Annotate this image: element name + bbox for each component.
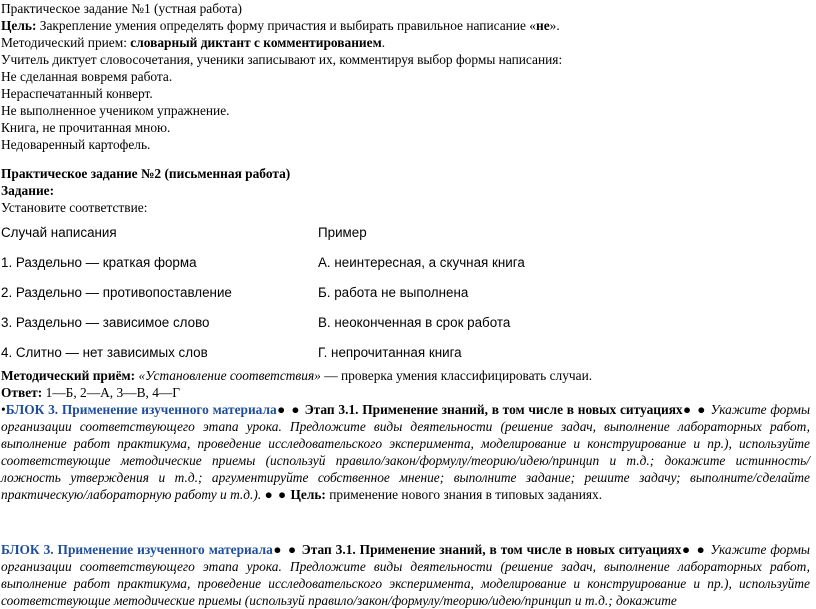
block2-paragraph: [0, 541, 812, 609]
method-value: «Установление соответствия»: [138, 368, 321, 383]
table-header-row: [0, 224, 600, 254]
dots-icon: ● ●: [681, 542, 707, 557]
task2-task-label: Задание:: [1, 183, 55, 198]
table-row: [0, 344, 600, 363]
dots-icon: ● ●: [276, 402, 301, 417]
method-rest: — проверка умения классифицировать случаи.: [320, 368, 593, 383]
block-title: БЛОК 3. Применение изученного материала: [5, 402, 277, 417]
phrase-item: Недоваренный картофель.: [1, 137, 151, 152]
method-label: Методический приём:: [1, 368, 139, 383]
table-row: [0, 254, 600, 284]
block1-paragraph: [0, 401, 812, 503]
matching-table: [0, 224, 600, 363]
spacer: [0, 503, 812, 541]
spacer: [0, 153, 812, 165]
task2-answer: [0, 384, 812, 401]
answer-label: Ответ:: [1, 385, 43, 400]
goal-label: Цель:: [287, 487, 326, 502]
stage-title: Этап 3.1. Применение знаний, в том числе в новых ситуациях: [300, 402, 683, 417]
table-cell-example: А. неинтересная, а скучная книга: [318, 255, 525, 270]
table-cell-example: В. неоконченная в срок работа: [318, 315, 511, 330]
task1-method: [0, 34, 812, 51]
goal-label: Цель:: [1, 18, 37, 33]
goal-bold: не: [535, 18, 550, 33]
dots-icon: ● ●: [264, 487, 288, 502]
block-title: БЛОК 3. Применение изученного материала: [1, 542, 273, 557]
table-cell-case: 1. Раздельно — краткая форма: [1, 255, 197, 270]
stage-instructions: Укажите формы организации соответствующего этапа урока. Предложите виды деятельности (решение задач, выполнение лабораторных работ, выполнение работ практикума, проведение исследовательского эксперимента, моделирование и конструирование и пр.), используйте соответствующие методические приемы (используй правило/закон/формулу/теорию/идею/принцип и т.д.; докажите истинность/ложность утверждения и т.д.; аргументируйте собственное мнение; выполните задание; решите задачу; выполните/сделайте практическую/лабораторную работу и т.д.).: [1, 402, 811, 502]
table-header-example: Пример: [318, 225, 367, 240]
table-row: [0, 314, 600, 344]
table-cell-example: Б. работа не выполнена: [318, 285, 469, 300]
task2-task-text: Установите соответствие:: [1, 200, 148, 215]
method-label: Методический прием:: [1, 35, 131, 50]
task2-method: [0, 367, 812, 384]
stage-title: Этап 3.1. Применение знаний, в том числе в новых ситуациях: [297, 542, 682, 557]
task1-instruction: Учитель диктует словосочетания, ученики записывают их, комментируя выбор формы написания:: [1, 52, 563, 67]
task1-goal: [0, 17, 812, 34]
table-cell-case: 3. Раздельно — зависимое слово: [1, 315, 210, 330]
stage-instructions: Укажите формы организации соответствующего этапа урока. Предложите виды деятельности (решение задач, выполнение лабораторных работ, выполнение работ практикума, проведение исследовательского эксперимента, моделирование и конструирование и пр.), используйте соответствующие методические приемы (используй правило/закон/формулу/теорию/идею/принцип и т.д.; докажите: [1, 542, 810, 608]
method-end: .: [381, 35, 386, 50]
table-row: [0, 284, 600, 314]
dots-icon: ● ●: [682, 402, 707, 417]
method-value: словарный диктант с комментированием: [130, 35, 382, 50]
phrase-item: Книга, не прочитанная мною.: [1, 120, 171, 135]
phrase-item: Нераспечатанный конверт.: [1, 86, 153, 101]
goal-end: ».: [549, 18, 560, 33]
dots-icon: ● ●: [272, 542, 298, 557]
table-header-case: Случай написания: [1, 225, 117, 240]
goal-text: применение нового знания в типовых заданиях.: [325, 487, 603, 502]
answer-value: 1—Б, 2—А, 3—В, 4—Г: [42, 385, 181, 400]
phrase-item: Не выполненное учеником упражнение.: [1, 103, 230, 118]
table-cell-case: 2. Раздельно — противопоставление: [1, 285, 232, 300]
goal-text: Закрепление умения определять форму причастия и выбирать правильное написание «: [36, 18, 536, 33]
table-cell-case: 4. Слитно — нет зависимых слов: [1, 345, 208, 360]
phrase-item: Не сделанная вовремя работа.: [1, 69, 173, 84]
table-cell-example: Г. непрочитанная книга: [318, 345, 462, 360]
bullet: •: [1, 402, 6, 417]
task1-title: Практическое задание №1 (устная работа): [1, 1, 242, 16]
task2-title: Практическое задание №2 (письменная работа): [1, 166, 291, 181]
